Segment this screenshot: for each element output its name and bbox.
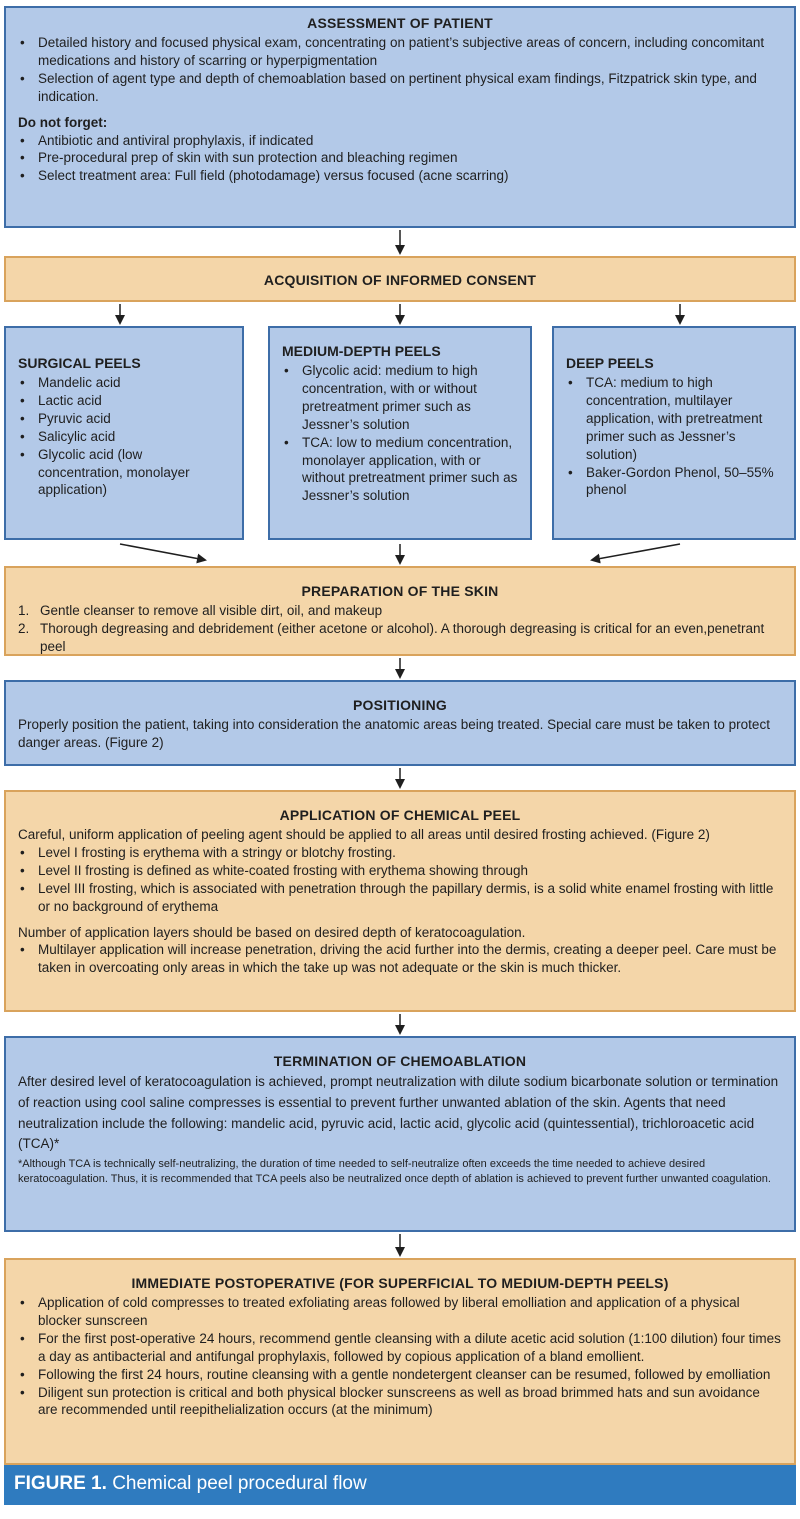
list-item: • Select treatment area: Full field (photodamage) versus focused (acne scarring) (18, 167, 782, 185)
consent-box (4, 256, 796, 302)
arrow-surgical-to-prep (120, 544, 205, 560)
postop-title: IMMEDIATE POSTOPERATIVE (FOR SUPERFICIAL TO MEDIUM-DEPTH PEELS) (131, 1275, 669, 1291)
application-intro: Careful, uniform application of peeling agent should be applied to all areas until desired frosting achieved. (Figure 2) (18, 827, 710, 843)
figure-caption: Chemical peel procedural flow (112, 1473, 367, 1494)
application-layers-text: Number of application layers should be based on desired depth of keratocoagulation. (18, 924, 526, 940)
list-item: • Antibiotic and antiviral prophylaxis, if indicated (18, 132, 782, 150)
list-item: • Detailed history and focused physical exam, concentrating on patient’s subjective areas of concern, including concomitant medications and history of scarring or hyperpigmentation (18, 34, 782, 70)
termination-box (4, 1036, 796, 1232)
list-item: • Baker-Gordon Phenol, 50–55% phenol (566, 464, 782, 500)
figure-label: FIGURE 1. (14, 1473, 107, 1494)
postop-list (18, 1294, 782, 1419)
assessment-list (18, 34, 782, 105)
list-item (18, 602, 782, 620)
list-item: • Level I frosting is erythema with a stringy or blotchy frosting. (18, 844, 782, 862)
arrow-deep-to-prep (592, 544, 680, 560)
termination-text: After desired level of keratocoagulation is achieved, prompt neutralization with dilute sodium bicarbonate solution or termination of reaction using cool saline compresses is essential to prevent further unwanted ablation of the skin. Agents that need neutralization include the following: mandelic acid, pyruvic acid, lactic acid, glycolic acid (quintessential), trichloroacetic acid (TCA)* (18, 1074, 779, 1152)
application-box (4, 790, 796, 1012)
step-text: Thorough degreasing and debridement (either acetone or alcohol). A thorough degreasing is critical for an even,penetrant peel (40, 621, 765, 655)
preparation-title: PREPARATION OF THE SKIN (301, 583, 499, 599)
list-item: • Salicylic acid (18, 428, 230, 446)
figure-caption-banner (4, 1465, 796, 1505)
list-item: • Multilayer application will increase penetration, driving the acid further into the dermis, creating a deeper peel. Care must be taken in overcoating only areas in which the take up was not adequate or the skin is much thicker. (18, 941, 782, 977)
list-item: • Level II frosting is defined as white-coated frosting with erythema showing through (18, 862, 782, 880)
list-item: • Glycolic acid (low concentration, monolayer application) (18, 446, 230, 499)
surgical-peels-list (18, 374, 230, 499)
assessment-title: ASSESSMENT OF PATIENT (307, 15, 493, 31)
positioning-box (4, 680, 796, 766)
list-item: • Mandelic acid (18, 374, 230, 392)
step-number: 2. (18, 621, 30, 637)
do-not-forget-heading: Do not forget: (18, 114, 108, 130)
deep-peels-list (566, 374, 782, 499)
termination-title: TERMINATION OF CHEMOABLATION (273, 1053, 527, 1069)
list-item: • Level III frosting, which is associated with penetration through the papillary dermis, is a solid white enamel frosting with little or no background of erythema (18, 880, 782, 916)
preparation-box (4, 566, 796, 656)
step-number: 1. (18, 603, 30, 619)
medium-depth-peels-title: MEDIUM-DEPTH PEELS (282, 343, 441, 359)
list-item: • Following the first 24 hours, routine cleansing with a gentle nondetergent cleanser can be resumed, followed by emolliation (18, 1366, 782, 1384)
positioning-title: POSITIONING (353, 697, 447, 713)
list-item: • TCA: medium to high concentration, multilayer application, with pretreatment primer such as Jessner’s solution) (566, 374, 782, 463)
surgical-peels-box (4, 326, 244, 540)
application-title: APPLICATION OF CHEMICAL PEEL (279, 807, 521, 823)
termination-footnote: *Although TCA is technically self-neutralizing, the duration of time needed to self-neutralize often exceeds the time needed to achieve desired keratocoagulation. Thus, it is recommended that TCA peels also be neutralized once depth of ablation is achieved to prevent further unwanted coagulation. (18, 1157, 771, 1186)
assessment-box (4, 6, 796, 228)
application-layers-list (18, 941, 782, 977)
list-item: • TCA: low to medium concentration, monolayer application, with or without pretreatment primer such as Jessner’s solution (282, 434, 518, 505)
medium-depth-peels-box (268, 326, 532, 540)
list-item: • For the first post-operative 24 hours, recommend gentle cleansing with a dilute acetic acid solution (1:100 dilution) four times a day as antibacterial and antifungal prophylaxis, followed by copious application of a bland emollient. (18, 1330, 782, 1366)
step-text: Gentle cleanser to remove all visible dirt, oil, and makeup (40, 603, 383, 619)
medium-depth-peels-list (282, 362, 518, 505)
list-item: • Pre-procedural prep of skin with sun protection and bleaching regimen (18, 149, 782, 167)
deep-peels-box (552, 326, 796, 540)
positioning-text: Properly position the patient, taking into consideration the anatomic areas being treated. Special care must be taken to protect danger areas. (Figure 2) (18, 717, 770, 751)
list-item (18, 620, 782, 656)
list-item: • Application of cold compresses to treated exfoliating areas followed by liberal emolliation and application of a physical blocker sunscreen (18, 1294, 782, 1330)
list-item: • Glycolic acid: medium to high concentration, with or without pretreatment primer such as Jessner’s solution (282, 362, 518, 433)
surgical-peels-title: SURGICAL PEELS (18, 355, 141, 371)
list-item: • Pyruvic acid (18, 410, 230, 428)
do-not-forget-list (18, 132, 782, 185)
deep-peels-title: DEEP PEELS (566, 355, 654, 371)
preparation-list (18, 602, 782, 655)
frosting-levels-list (18, 844, 782, 915)
list-item: • Lactic acid (18, 392, 230, 410)
list-item: • Selection of agent type and depth of chemoablation based on pertinent physical exam findings, Fitzpatrick skin type, and indication. (18, 70, 782, 106)
consent-title: ACQUISITION OF INFORMED CONSENT (263, 272, 537, 288)
list-item: • Diligent sun protection is critical and both physical blocker sunscreens as well as broad brimmed hats and sun avoidance are recommended until reepithelialization occurs (at the minimum) (18, 1384, 782, 1420)
postop-box (4, 1258, 796, 1465)
